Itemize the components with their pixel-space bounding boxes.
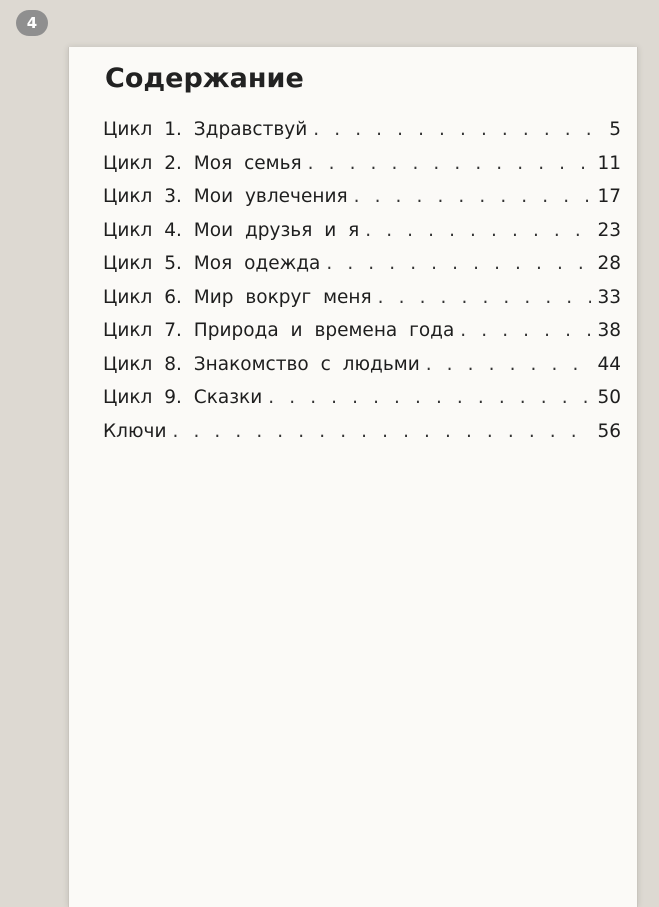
dot-leader	[460, 320, 591, 341]
toc-entry-label: Цикл 5. Моя одежда	[103, 253, 321, 274]
toc-entry-page: 56	[597, 420, 621, 442]
dot-leader	[365, 220, 591, 241]
toc-entry-page: 23	[597, 219, 621, 241]
dot-leader	[326, 253, 591, 274]
toc-entry-label: Цикл 9. Сказки	[103, 387, 263, 408]
toc-entry[interactable]	[103, 354, 621, 388]
dot-leader	[354, 186, 591, 207]
dot-leader	[308, 153, 591, 174]
toc-entry-page: 28	[597, 253, 621, 274]
toc-entry[interactable]	[103, 421, 621, 455]
dot-leader	[313, 119, 591, 140]
toc-entry[interactable]	[103, 287, 621, 321]
toc-entry-label: Цикл 2. Моя семья	[103, 152, 302, 174]
toc-entry[interactable]	[103, 153, 621, 187]
toc-entry-page: 17	[597, 186, 621, 207]
dot-leader	[378, 287, 591, 308]
toc-entry-label: Ключи	[103, 420, 167, 442]
toc-entry-label: Цикл 6. Мир вокруг меня	[103, 286, 372, 308]
toc-entry[interactable]	[103, 220, 621, 254]
contents-list	[103, 119, 621, 454]
toc-entry[interactable]	[103, 119, 621, 153]
toc-entry-page: 33	[597, 286, 621, 308]
toc-entry[interactable]	[103, 320, 621, 354]
toc-entry[interactable]	[103, 387, 621, 421]
toc-entry-page: 50	[597, 387, 621, 408]
toc-entry-label: Цикл 4. Мои друзья и я	[103, 219, 360, 241]
toc-entry-label: Цикл 8. Знакомство с людьми	[103, 353, 420, 375]
toc-entry-page: 38	[597, 320, 621, 341]
toc-entry-label: Цикл 3. Мои увлечения	[103, 186, 348, 207]
toc-entry[interactable]	[103, 186, 621, 220]
contents-title: Содержание	[105, 63, 304, 94]
toc-entry-label: Цикл 7. Природа и времена года	[103, 320, 455, 341]
dot-leader	[173, 421, 592, 442]
toc-entry[interactable]	[103, 253, 621, 287]
toc-entry-page: 5	[609, 119, 621, 140]
toc-entry-label: Цикл 1. Здравствуй	[103, 119, 308, 140]
dot-leader	[268, 387, 591, 408]
toc-entry-page: 11	[597, 152, 621, 174]
toc-entry-page: 44	[597, 353, 621, 375]
page-number-badge: 4	[16, 10, 48, 36]
contents-page	[68, 47, 638, 907]
dot-leader	[426, 354, 591, 375]
